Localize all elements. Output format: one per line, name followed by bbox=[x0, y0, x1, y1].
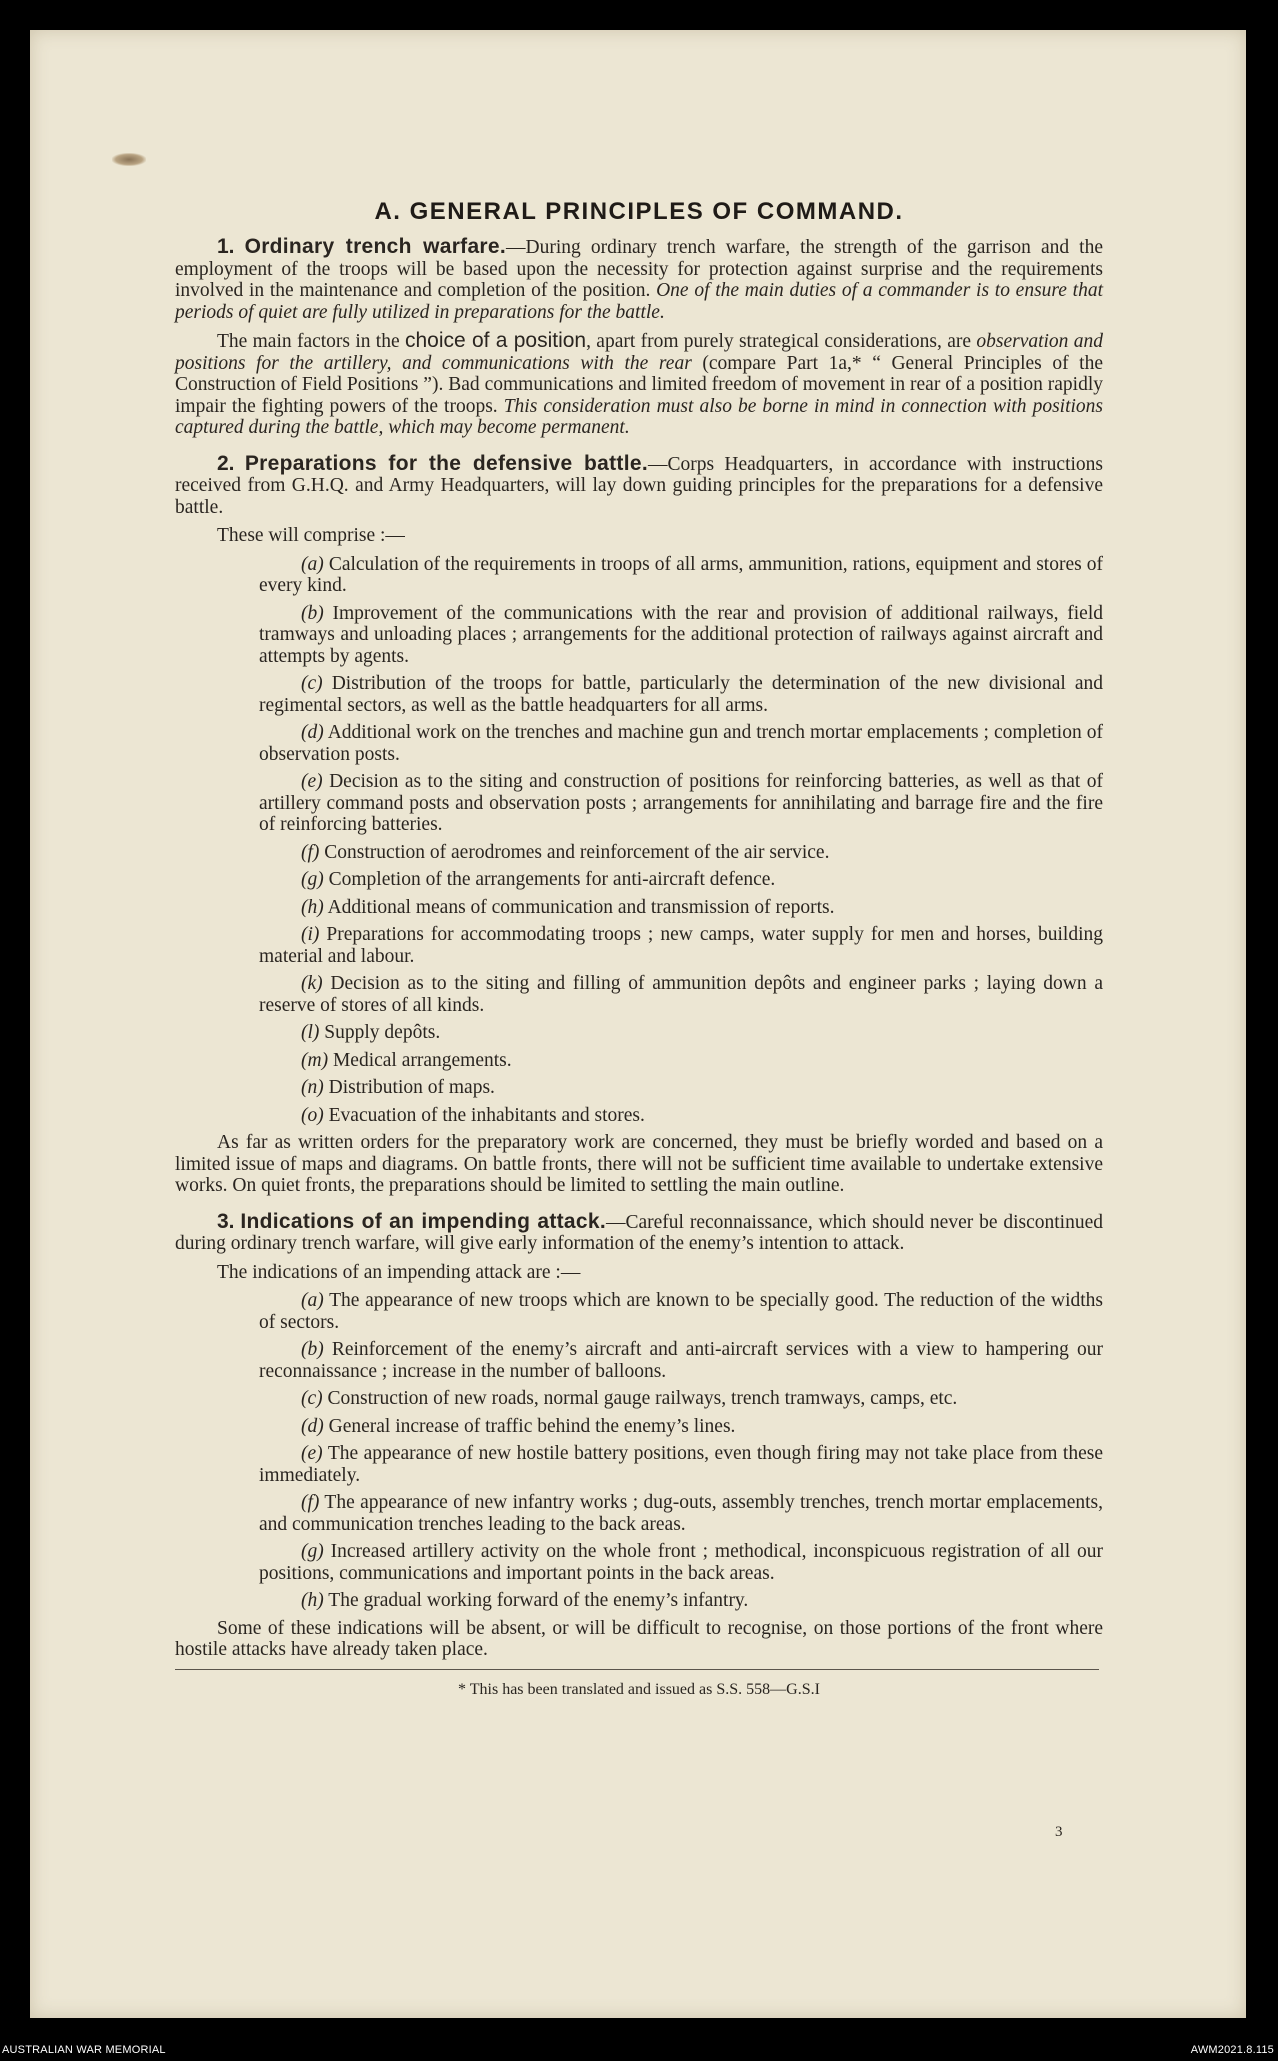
section-2-item-text: Medical arrangements. bbox=[332, 1049, 512, 1071]
section-2-item-text: Completion of the arrangements for anti-aircraft defence. bbox=[328, 869, 776, 890]
section-2-item-text: Additional means of communication and transmission of reports. bbox=[327, 896, 835, 918]
section-3-item-text: Reinforcement of the enemy’s aircraft and anti-aircraft services with a view to hampering our reconnaissance ; increase in the number of balloons. bbox=[259, 1339, 1103, 1382]
page-number: 3 bbox=[1055, 1824, 1063, 1840]
section-3-item-text: The appearance of new hostile battery positions, even though firing may not take place from these immediately. bbox=[259, 1443, 1103, 1486]
section-2-heading: Preparations for the defensive battle. bbox=[244, 451, 648, 475]
section-2-item-text: Decision as to the siting and filling of ammunition depôts and engineer parks ; laying down a reserve of stores of all kinds. bbox=[259, 973, 1104, 1016]
section-2-item-text: Calculation of the requirements in troops of all arms, ammunition, rations, equipment and stores of every kind. bbox=[259, 553, 1103, 596]
section-2-closing: As far as written orders for the preparatory work are concerned, they must be briefly worded and based on a limited issue of maps and diagrams. On battle fronts, there will not be sufficient time available to undertake extensive works. On quiet fronts, the preparations should be limited to settling the main outline. bbox=[175, 1132, 1103, 1196]
section-1-paragraph-1 bbox=[175, 236, 1103, 323]
section-3-heading: Indications of an impending attack. bbox=[240, 1209, 606, 1233]
section-2-item-text: Decision as to the siting and construction of positions for reinforcing batteries, as well as that of artillery command posts and observation posts ; arrangements for annihilating and barrage fire and the fire of reinforcing batteries. bbox=[259, 771, 1104, 835]
section-3-item-label: (c) bbox=[301, 1388, 323, 1409]
section-2-item-text: Distribution of maps. bbox=[328, 1077, 495, 1098]
section-3-item-text: The gradual working forward of the enemy’s infantry. bbox=[328, 1590, 749, 1611]
section-2-item-text: Evacuation of the inhabitants and stores. bbox=[328, 1104, 645, 1126]
section-3-text: —Careful reconnaissance, which should never be discontinued during ordinary trench warfare, will give early information of the enemy’s intention to attack. bbox=[175, 1211, 1104, 1254]
section-2-item-label: (m) bbox=[301, 1049, 329, 1071]
section-2-intro: These will comprise :— bbox=[217, 525, 405, 546]
section-2-item-text: Distribution of the troops for battle, particularly the determination of the new divisional and regimental sectors, as well as the battle headquarters for all arms. bbox=[259, 673, 1103, 716]
section-3-item-label: (d) bbox=[301, 1415, 324, 1437]
archive-caption-right: AWM2021.8.115 bbox=[1190, 2044, 1274, 2056]
section-2-list bbox=[175, 554, 1103, 1127]
section-2-number: 2. bbox=[217, 451, 235, 475]
section-2-list-item bbox=[259, 842, 1103, 864]
footnote-divider bbox=[175, 1669, 1099, 1670]
section-2-item-label: (o) bbox=[301, 1104, 324, 1126]
section-3-list-item bbox=[259, 1339, 1103, 1382]
section-3-list-item bbox=[259, 1541, 1103, 1584]
section-2-item-text: Preparations for accommodating troops ; new camps, water supply for men and horses, building material and labour. bbox=[259, 924, 1104, 967]
paper-blemish bbox=[112, 153, 146, 166]
section-1-p2-italic-2: This consideration must also be borne in mind in connection with positions captured during the battle, which may become permanent. bbox=[175, 395, 1103, 438]
section-2-list-item bbox=[259, 771, 1103, 836]
section-2-list-item bbox=[259, 869, 1103, 891]
section-3-list-item bbox=[259, 1388, 1103, 1410]
section-3-item-text: General increase of traffic behind the enemy’s lines. bbox=[328, 1415, 736, 1437]
section-2-list-item bbox=[259, 973, 1103, 1016]
section-2-item-label: (d) bbox=[301, 722, 324, 743]
section-1-keyword: choice of a position bbox=[404, 329, 587, 352]
section-3-item-label: (h) bbox=[301, 1590, 324, 1611]
section-1-paragraph-2 bbox=[175, 330, 1103, 439]
section-2-item-label: (e) bbox=[301, 771, 323, 792]
section-2-item-label: (l) bbox=[301, 1022, 320, 1043]
section-1-number: 1. bbox=[217, 235, 235, 258]
section-3-list-item bbox=[259, 1290, 1103, 1333]
section-1-p2-b: , apart from purely strategical considerations, are bbox=[586, 331, 972, 352]
section-1-p2-italic-1: observation and positions for the artillery, and communications with the rear bbox=[175, 331, 1104, 374]
section-2-list-item bbox=[259, 722, 1103, 765]
page-title: A. GENERAL PRINCIPLES OF COMMAND. bbox=[374, 198, 904, 225]
archive-caption-left: AUSTRALIAN WAR MEMORIAL bbox=[2, 2044, 166, 2056]
document-page bbox=[30, 30, 1246, 2018]
section-2-list-item bbox=[259, 897, 1103, 919]
page-content bbox=[175, 198, 1103, 1700]
section-3-item-label: (f) bbox=[301, 1492, 320, 1513]
section-2-item-label: (k) bbox=[301, 973, 323, 994]
section-2-list-item bbox=[259, 1022, 1103, 1044]
section-3-item-label: (b) bbox=[301, 1339, 324, 1360]
section-1-heading: Ordinary trench warfare. bbox=[244, 235, 507, 258]
section-2-item-label: (a) bbox=[301, 553, 324, 575]
section-2-item-label: (n) bbox=[301, 1077, 324, 1098]
section-2-item-label: (b) bbox=[301, 602, 324, 624]
section-3-item-text: The appearance of new troops which are known to be specially good. The reduction of the widths of sectors. bbox=[259, 1290, 1103, 1333]
section-1-text: —During ordinary trench warfare, the strength of the garrison and the employment of the troops will be based upon the necessity for protection against surprise and the requirements involved in the maintenance and completion of the position. bbox=[175, 237, 1103, 301]
section-3-list bbox=[175, 1290, 1103, 1612]
footnote: * This has been translated and issued as S.S. 558—G.S.I bbox=[458, 1680, 820, 1698]
section-2-item-label: (c) bbox=[301, 673, 323, 694]
section-2-item-text: Construction of aerodromes and reinforcement of the air service. bbox=[324, 841, 830, 863]
section-3-item-text: Construction of new roads, normal gauge railways, trench tramways, camps, etc. bbox=[327, 1388, 958, 1409]
section-1-p2-c: (compare Part 1a,* “ General Principles of the Construction of Field Positions ”). Bad communications and limited freedom of movement in rear of a position rapidly impair the fighting powers of the troops. bbox=[175, 352, 1104, 417]
section-3-list-item bbox=[259, 1416, 1103, 1438]
section-1-italic: One of the main duties of a commander is to ensure that periods of quiet are fully utilized in preparations for the battle. bbox=[175, 280, 1104, 323]
section-2-list-item bbox=[259, 603, 1103, 668]
section-2-item-text: Improvement of the communications with the rear and provision of additional railways, field tramways and unloading places ; arrangements for the additional protection of railways against aircraft and attempts by agents. bbox=[259, 602, 1103, 667]
section-2-item-label: (h) bbox=[301, 896, 324, 918]
section-3-number: 3. bbox=[217, 1209, 235, 1233]
section-3-paragraph bbox=[175, 1211, 1103, 1255]
section-2-list-item bbox=[259, 673, 1103, 716]
section-2-list-item bbox=[259, 924, 1103, 967]
section-3-item-label: (g) bbox=[301, 1541, 324, 1562]
section-3-list-item bbox=[259, 1443, 1103, 1486]
section-2-item-text: Supply depôts. bbox=[324, 1022, 441, 1043]
section-2-item-label: (g) bbox=[301, 869, 324, 890]
section-2-item-label: (i) bbox=[301, 924, 320, 945]
section-2-list-item bbox=[259, 1077, 1103, 1099]
section-3-item-text: The appearance of new infantry works ; dug-outs, assembly trenches, trench mortar emplacements, and communication trenches leading to the back areas. bbox=[259, 1492, 1103, 1535]
section-2-list-item bbox=[259, 554, 1103, 597]
section-2-item-label: (f) bbox=[301, 841, 320, 863]
section-2-paragraph bbox=[175, 453, 1103, 519]
section-3-intro: The indications of an impending attack are :— bbox=[217, 1261, 581, 1283]
section-3-item-label: (e) bbox=[301, 1443, 323, 1464]
section-3-list-item bbox=[259, 1492, 1103, 1535]
section-2-list-item bbox=[259, 1050, 1103, 1072]
section-3-list-item bbox=[259, 1590, 1103, 1612]
section-2-list-item bbox=[259, 1105, 1103, 1127]
section-3-closing: Some of these indications will be absent, or will be difficult to recognise, on those portions of the front where hostile attacks have already taken place. bbox=[175, 1617, 1103, 1660]
section-1-p2-a: The main factors in the bbox=[217, 331, 400, 352]
section-2-text: —Corps Headquarters, in accordance with instructions received from G.H.Q. and Army Headquarters, will lay down guiding principles for the preparations for a defensive battle. bbox=[175, 453, 1103, 518]
section-2-item-text: Additional work on the trenches and machine gun and trench mortar emplacements ; completion of observation posts. bbox=[259, 722, 1103, 765]
section-3-item-label: (a) bbox=[301, 1290, 324, 1311]
section-3-item-text: Increased artillery activity on the whole front ; methodical, inconspicuous registration of all our positions, communications and important points in the back areas. bbox=[259, 1541, 1103, 1584]
